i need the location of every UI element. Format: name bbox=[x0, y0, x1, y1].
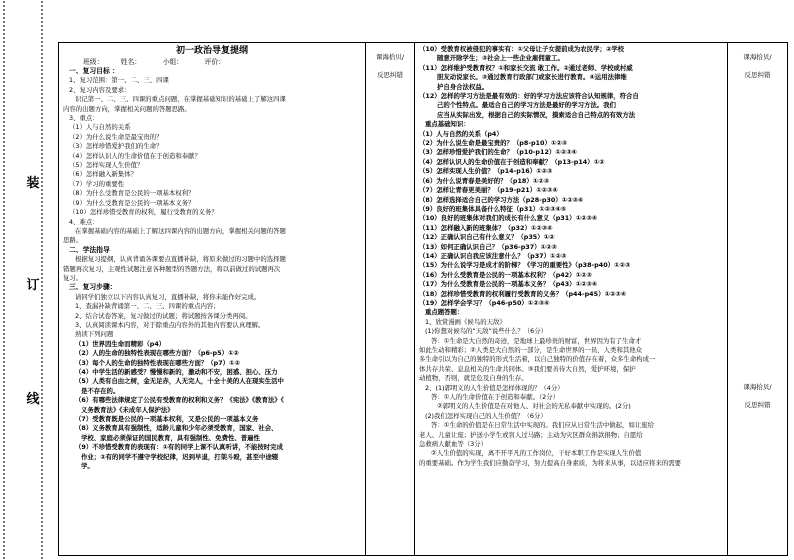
text-line: 学。 bbox=[81, 462, 94, 471]
text-line: 在掌握基础内容的基础上了解这四课内容的出题方向，掌握相关问题的答题 bbox=[75, 226, 286, 235]
text-line: 4、难点： bbox=[69, 217, 99, 226]
text-line: 多生命引以为自己的独特的形式生活着，以自己独特的价值存在着，众多生命构成一 bbox=[419, 355, 656, 364]
reflection-label-line2: 反思纠错 bbox=[744, 401, 771, 409]
student-info-line: 班级： 姓名： 小组： 评价： bbox=[83, 58, 226, 66]
text-line: （7）受教育既是公民的一项基本权利，又是公民的一项基本义务 bbox=[75, 415, 259, 424]
text-line: 复习。 bbox=[63, 273, 83, 282]
reflection-label bbox=[366, 43, 414, 81]
text-line: （14）正确认识自我应该注意什么？（p37）①②③ bbox=[419, 251, 567, 260]
text-line: 如此生动和精彩；②人类是大自然的一部分，是生命世界的一员，人类和其他众 bbox=[419, 346, 643, 354]
reflection-label-upper bbox=[728, 43, 787, 81]
text-line: （4）中学生活的新感受？慢慢和新的，激动和不安，困惑、担心、压力 bbox=[75, 368, 278, 376]
text-line: 1、查漏补缺背诵第一、二、三、四课的重点内容； bbox=[75, 302, 220, 311]
text-line: （8）为什么受教育是公民的一项基本权利？ bbox=[69, 189, 195, 198]
text-line: （6）怎样融入新集体？ bbox=[69, 170, 137, 179]
text-line: 答：①生命的价值是在日常生活中实现的。我们应从日常生活中做起，如让座给 bbox=[431, 421, 655, 430]
text-line: （2）为什么说生命是最宝贵的？（p8-p10）①②③ bbox=[419, 139, 568, 148]
text-line: 内容的出题方向，掌握相关问题的答题思路。 bbox=[63, 104, 191, 113]
page-title: 初一政治导复提纲 bbox=[175, 46, 248, 56]
reflection-label-line2: 反思纠错 bbox=[744, 71, 771, 79]
binding-char-zhuang: 装 bbox=[26, 176, 40, 191]
text-line: （9）不珍惜受教育的表现有：①有的同学上课不认真听讲，不能按时完成 bbox=[75, 443, 283, 452]
right-content bbox=[415, 43, 727, 470]
text-line: （10）怎样珍惜受教育的权利，履行受教育的义务？ bbox=[69, 208, 218, 217]
text-line: 1、复习范围：第一、二、三、四课 bbox=[69, 76, 169, 85]
text-line: （6）有哪些法律规定了公民有受教育的权利和义务？《宪法》《教育法》《 bbox=[75, 396, 284, 405]
reflection-label-line1: 课海拾贝/ bbox=[743, 53, 772, 61]
text-line: 答：①生命是大自然的奇迹，是地球上最珍贵的财富，世界因为有了生命才 bbox=[431, 336, 642, 345]
text-line: （5）怎样实现人生价值？ bbox=[69, 161, 144, 170]
text-line: （8）怎样选择适合自己的学习方法（p28-p30）①②③④ bbox=[419, 195, 584, 204]
text-line: （17）为什么受教育是公民的一项基本义务？（p43）①②③④ bbox=[419, 280, 598, 289]
binding-char-xian: 线 bbox=[26, 392, 40, 407]
text-line: (1)你想对候鸟的“天敌”说些什么？（6分） bbox=[425, 327, 547, 336]
text-line: (2)我们怎样实现自己的人生价值？（6分） bbox=[425, 411, 547, 420]
text-line: 三、复习步骤： bbox=[69, 283, 117, 292]
text-line: （6）为什么说青春是美好的？（p18）①②③ bbox=[419, 176, 550, 185]
text-line: 随意开除学生；③社会上一些企业雇佣童工。 bbox=[437, 54, 564, 63]
text-line: 体共存共荣、息息相关的生命共同体。③我们要善待大自然，爱护环境，保护 bbox=[419, 364, 636, 373]
text-line: 错题再次复习，主观性试题注意各种题型的答题方法，将以前做过的试题再次 bbox=[63, 264, 281, 273]
text-line: （1）世界因生命而精彩（p4） bbox=[75, 339, 166, 348]
text-line: 2、结合试卷答案，复习做过的试题；将试题按各课分类再阅。 bbox=[75, 311, 252, 320]
right-content-column bbox=[415, 43, 728, 555]
text-line: （10）受教育权被侵犯的事实有：①父母让子女提前成为农民学；②学校 bbox=[419, 45, 625, 53]
text-line: （2）为什么说生命是最宝贵的？ bbox=[69, 132, 163, 141]
text-line: （5）怎样实现人生价值？（p14-p16）①②③ bbox=[419, 167, 553, 176]
reflection-label-line1: 课海拾贝/ bbox=[743, 383, 772, 391]
text-line: 根据复习提纲，认真背诵各课要点直播补缺，将原来做过的习题中的选择题 bbox=[75, 255, 286, 264]
text-line: （19）怎样学会学习？（p46-p50）①②③④ bbox=[419, 298, 550, 307]
text-line: （7）怎样让青春更美丽？（p19-p21）①②③④ bbox=[419, 186, 558, 195]
reflection-label-line2: 反思纠错 bbox=[377, 71, 403, 79]
text-line: （11）怎样维护受教育权？①和家长交流 敢工作。②通过老师、学校或村威 bbox=[419, 63, 633, 72]
reflection-label-line1: 课海拾贝/ bbox=[375, 53, 405, 61]
text-line: 胆友动说家长。③通过教育行政部门或家长进行教育。④运用法律维 bbox=[437, 73, 627, 82]
right-reflection-column bbox=[728, 43, 787, 555]
text-line: （4）怎样认识人的生命价值在于创造和奉献？（p13-p14）①② bbox=[419, 157, 605, 166]
text-line: 答：①人的生命价值在于创造和奉献。（2分） bbox=[431, 393, 560, 402]
text-line: （11）怎样融入新的班集体？（p32）①②③④ bbox=[419, 223, 553, 232]
text-line: 2、复习内容及要求： bbox=[69, 85, 131, 94]
text-line: （9）为什么受教育是公民的一项基本义务？ bbox=[69, 198, 195, 207]
text-line: 重点题答题： bbox=[425, 308, 464, 317]
binding-margin bbox=[0, 0, 52, 560]
text-line: 的重要基础。作为学生我们应勤奋学习，努力提高自身素质，为将来从事，以适应将来的需要 bbox=[419, 458, 682, 467]
text-line: （12）怎样的学习方法是最有效的：好的学习方法应该符合认知规律，符合自 bbox=[419, 92, 639, 101]
text-line: （12）正确认识自己有什么意义？（p35）①② bbox=[419, 233, 555, 242]
text-line: （3）每个人的生命的独特性表现在哪些方面？（p7）①② bbox=[75, 358, 240, 367]
text-line: ②人生价值的实现，离不开平凡的工作岗位，干好本职工作是实现人生价值 bbox=[431, 449, 642, 458]
text-line: 护自身合法权益。 bbox=[437, 82, 489, 91]
text-line: （7）学习的重要性 bbox=[69, 179, 125, 188]
text-line: 二、学法指导 bbox=[69, 245, 110, 254]
text-line: 熟读下列问题 bbox=[75, 330, 114, 339]
text-line: 动植物，否则，就是危及自身的生存。 bbox=[419, 374, 528, 383]
text-line: 作业；②有的同学不遵守学校纪律，迟到早退，打架斗殴，甚至中途辍 bbox=[81, 452, 279, 461]
text-line: 应当从实际出发，根据自己的实际情况，摸索适合自己特点的有效方法 bbox=[437, 110, 636, 119]
left-content bbox=[59, 43, 365, 473]
text-line: （18）怎样珍惜受教育的权利履行受教育的义务？（p44-p45）①②③④ bbox=[419, 289, 627, 298]
text-line: （10）良好的班集体对我们的成长有什么意义（p31）①②③④ bbox=[419, 214, 598, 223]
text-line: 请同学们独立以下内容认真复习，直播补缺，将你未能作好完成。 bbox=[75, 292, 261, 301]
reflection-label-lower bbox=[728, 373, 787, 411]
text-line: ②郭明义的人生价值是在对他人、对社会的无私奉献中实现的。(2分) bbox=[437, 402, 631, 411]
text-line: （3）怎样珍惜爱护我们的生命？（p10-p12）①②③④ bbox=[419, 148, 577, 157]
binding-dotted-line-outer bbox=[2, 0, 6, 560]
left-content-column bbox=[59, 43, 366, 555]
text-line: （8）义务教育具有强制性，适龄儿童和少年必须受教育，国家、社会、 bbox=[75, 424, 278, 433]
text-line: 急救病人献血等（3分） bbox=[419, 440, 487, 449]
text-line: （16）为什么受教育是公民的一项基本权利？（p42）①②③ bbox=[419, 270, 592, 279]
text-line: 思路。 bbox=[63, 236, 83, 245]
text-line: 学校、家庭必须保证的国民教育，具有强制性、免费性、普遍性 bbox=[81, 433, 260, 442]
text-line: （13）如何正确认识自己？（p36-p37）①②③ bbox=[419, 242, 557, 251]
binding-char-ding: 订 bbox=[26, 278, 40, 293]
text-line: 3、认真阅读课本内容，对于除重点内容外的其他内容要认真理解。 bbox=[75, 320, 265, 329]
text-line: 己的个性特点。最适合自己的学习方法是最好的学习方法。我们 bbox=[437, 101, 616, 110]
text-line: 老人、儿童让座；护送小学生或盲人过马路；主动为灾区群众捐款捐物；自愿给 bbox=[419, 430, 643, 439]
text-line: 是不存在的。 bbox=[81, 386, 120, 395]
text-line: 义务教育法》《未成年人保护法》 bbox=[81, 405, 174, 414]
left-reflection-column bbox=[366, 43, 415, 555]
text-line: （2）人的生命的独特性表现在哪些方面？（p6-p5）①② bbox=[75, 349, 239, 358]
text-line: 3、重点： bbox=[69, 114, 99, 123]
text-line: （4）怎样认识人的生命价值在于创造和奉献？ bbox=[69, 151, 201, 160]
text-line: （1）人与自然的关系 bbox=[69, 123, 131, 132]
text-line: （3）怎样珍惜爱护我们的生命？ bbox=[69, 142, 163, 151]
text-line: （15）为什么说学习是成才的阶梯？《学习的重要性》（p38-p40）①②③ bbox=[419, 261, 631, 270]
text-line: （9）良好的班集体具备什么特征（p31）①②③④⑤ bbox=[419, 204, 567, 213]
text-line: 2、(1)郭明义的人生价值是怎样体现的？（4分） bbox=[425, 383, 564, 392]
text-line: 识记第一、二、三、四课的重点问题，在掌握基础知识的基础上了解这四课 bbox=[75, 95, 286, 104]
text-line: （1）人与自然的关系（p4） bbox=[419, 129, 503, 138]
study-guide-sheet bbox=[58, 42, 788, 556]
binding-dotted-line-inner bbox=[40, 0, 44, 560]
text-line: 1、欣赏漫画《候鸟的天敌》 bbox=[425, 317, 506, 326]
text-line: （5）人类有自由之树，金无足赤，人无完人，十全十美的人在现实生活中 bbox=[75, 377, 284, 386]
text-line: 一、复习目标 ： bbox=[69, 67, 119, 75]
text-line: 重点基础知识： bbox=[425, 120, 470, 129]
